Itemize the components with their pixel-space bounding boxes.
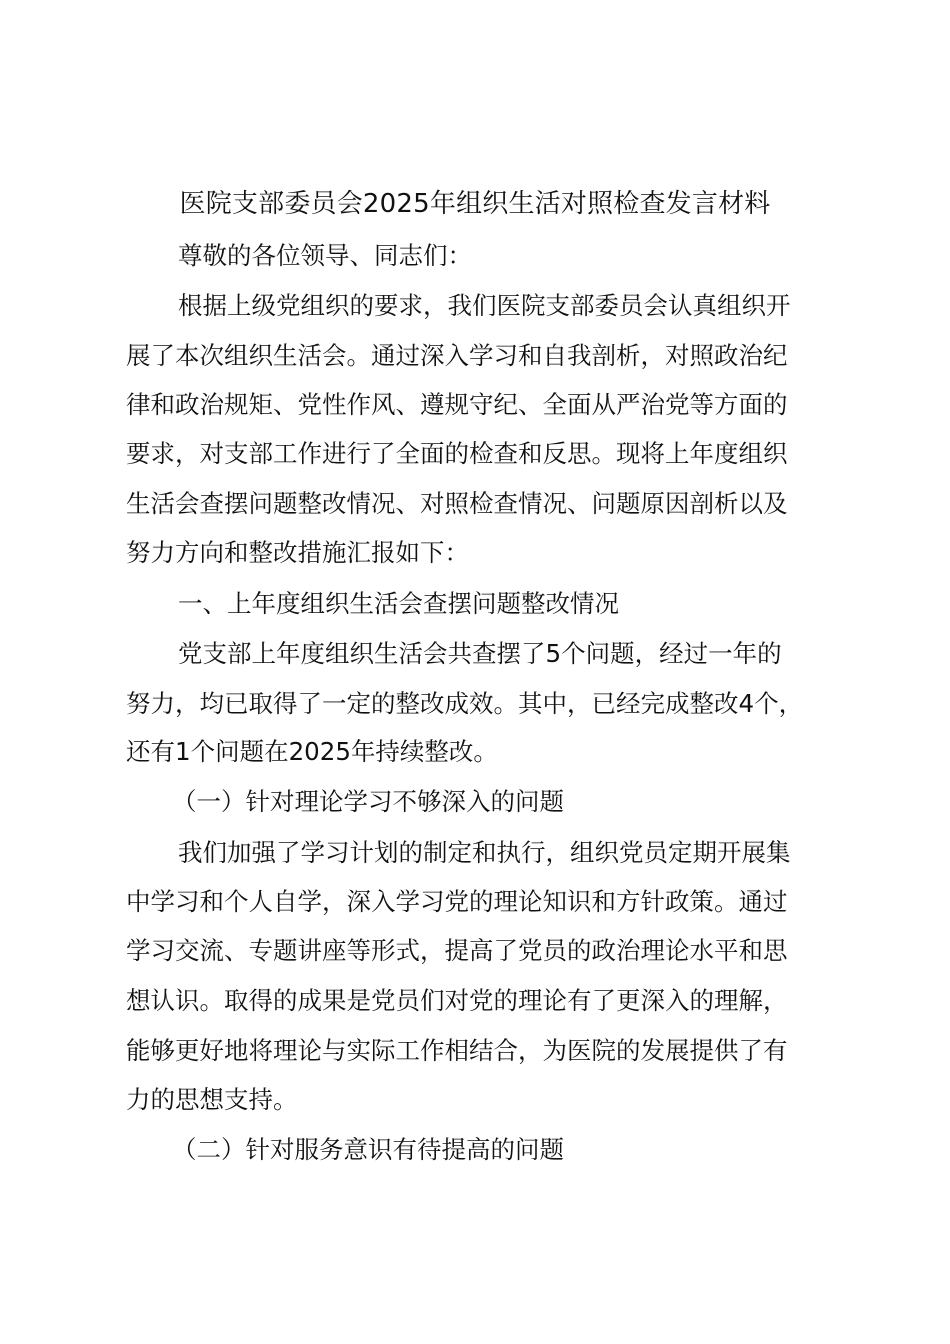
paragraph-line: 能够更好地将理论与实际工作相结合，为医院的发展提供了有 bbox=[126, 1036, 788, 1065]
paragraph-line: 展了本次组织生活会。通过深入学习和自我剖析，对照政治纪 bbox=[126, 341, 788, 370]
paragraph-line: 力的思想支持。 bbox=[126, 1085, 298, 1114]
paragraph-line: 根据上级党组织的要求，我们医院支部委员会认真组织开 bbox=[178, 291, 791, 320]
paragraph-line: 生活会查摆问题整改情况、对照检查情况、问题原因剖析以及 bbox=[126, 489, 788, 518]
paragraph-line: 党支部上年度组织生活会共查摆了5个问题，经过一年的 bbox=[178, 639, 782, 668]
paragraph-line: 我们加强了学习计划的制定和执行，组织党员定期开展集 bbox=[178, 838, 791, 867]
paragraph-line: 要求，对支部工作进行了全面的检查和反思。现将上年度组织 bbox=[126, 439, 788, 468]
subsection-heading: （一）针对理论学习不够深入的问题 bbox=[172, 787, 564, 816]
section-heading: 一、上年度组织生活会查摆问题整改情况 bbox=[178, 589, 619, 618]
paragraph-line: 努力方向和整改措施汇报如下： bbox=[126, 538, 469, 567]
paragraph-line: 学习交流、专题讲座等形式，提高了党员的政治理论水平和思 bbox=[126, 936, 788, 965]
subsection-heading: （二）针对服务意识有待提高的问题 bbox=[172, 1135, 564, 1164]
paragraph-line: 中学习和个人自学，深入学习党的理论知识和方针政策。通过 bbox=[126, 887, 788, 916]
salutation: 尊敬的各位领导、同志们： bbox=[178, 241, 472, 270]
paragraph-line: 律和政治规矩、党性作风、遵规守纪、全面从严治党等方面的 bbox=[126, 390, 788, 419]
document-title: 医院支部委员会2025年组织生活对照检查发言材料 bbox=[179, 189, 771, 219]
paragraph-line: 想认识。取得的成果是党员们对党的理论有了更深入的理解， bbox=[126, 986, 788, 1015]
paragraph-line: 还有1个问题在2025年持续整改。 bbox=[126, 737, 498, 766]
paragraph-line: 努力，均已取得了一定的整改成效。其中，已经完成整改4个， bbox=[126, 689, 804, 718]
